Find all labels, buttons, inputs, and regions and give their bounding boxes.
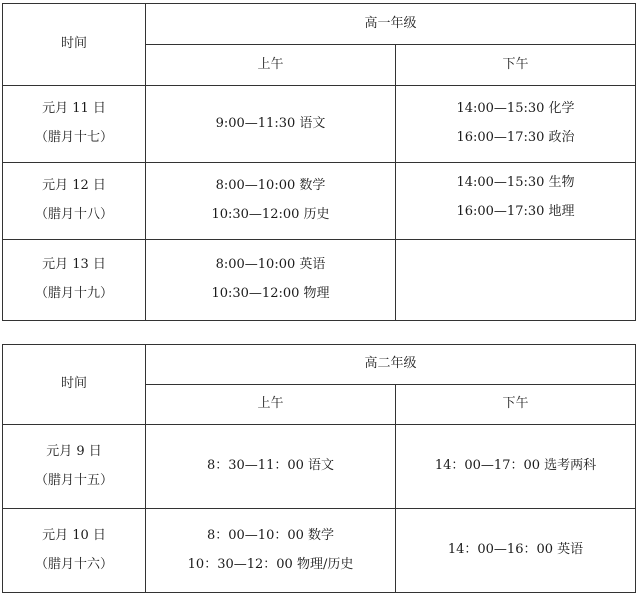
date-cell	[3, 163, 146, 240]
afternoon-exam-cell	[396, 425, 636, 509]
table-row	[3, 509, 636, 593]
exam-entry: 10：30—12：00 物理/历史	[187, 556, 354, 572]
exam-entry: 14：00—17：00 选考两科	[434, 458, 597, 474]
grade-header: 高二年级	[146, 345, 636, 385]
morning-exam-cell	[146, 163, 396, 240]
exam-entry: 9:00—11:30 语文	[215, 115, 326, 131]
exam-entry: 16:00—17:30 政治	[456, 130, 575, 145]
table-row	[3, 86, 636, 163]
time-header: 时间	[3, 4, 146, 86]
exam-entry: 14:00—15:30 生物	[456, 175, 575, 190]
exam-entry: 8：30—11：00 语文	[206, 458, 335, 474]
lunar-date-label: （腊月十九）	[34, 286, 113, 301]
date-cell	[3, 509, 146, 593]
exam-entry: 10:30—12:00 物理	[211, 286, 330, 301]
grade-11-exam-schedule-table	[2, 344, 636, 593]
date-cell	[3, 240, 146, 321]
table-row	[3, 240, 636, 321]
afternoon-exam-cell	[396, 509, 636, 593]
exam-entry: 8：00—10：00 数学	[206, 527, 335, 543]
morning-exam-cell	[146, 509, 396, 593]
exam-entry: 8:00—10:00 数学	[215, 178, 326, 194]
lunar-date-label: （腊月十八）	[34, 207, 113, 222]
date-label: 元月 10 日	[42, 527, 106, 543]
lunar-date-label: （腊月十七）	[34, 130, 113, 145]
table-row	[3, 163, 636, 240]
morning-header: 上午	[146, 45, 396, 86]
date-cell	[3, 86, 146, 163]
exam-entry: 14：00—16：00 英语	[447, 542, 584, 558]
afternoon-header: 下午	[396, 45, 636, 86]
table-row	[3, 425, 636, 509]
exam-entry: 8:00—10:00 英语	[215, 257, 326, 273]
exam-entry: 10:30—12:00 历史	[211, 207, 330, 222]
grade-10-exam-schedule-table	[2, 3, 636, 321]
afternoon-header: 下午	[396, 385, 636, 425]
date-label: 元月 9 日	[46, 443, 102, 459]
time-header: 时间	[3, 345, 146, 425]
exam-entry: 16:00—17:30 地理	[456, 203, 575, 219]
afternoon-exam-cell	[396, 86, 636, 163]
afternoon-exam-cell	[396, 163, 636, 240]
morning-exam-cell	[146, 425, 396, 509]
lunar-date-label: （腊月十六）	[34, 556, 113, 572]
date-label: 元月 13 日	[42, 257, 106, 273]
morning-exam-cell	[146, 86, 396, 163]
grade-header: 高一年级	[146, 4, 636, 45]
morning-exam-cell	[146, 240, 396, 321]
lunar-date-label: （腊月十五）	[34, 472, 113, 488]
morning-header: 上午	[146, 385, 396, 425]
date-label: 元月 11 日	[42, 101, 106, 117]
date-cell	[3, 425, 146, 509]
afternoon-exam-cell-empty	[396, 240, 636, 321]
exam-entry: 14:00—15:30 化学	[456, 101, 575, 117]
date-label: 元月 12 日	[42, 178, 106, 194]
